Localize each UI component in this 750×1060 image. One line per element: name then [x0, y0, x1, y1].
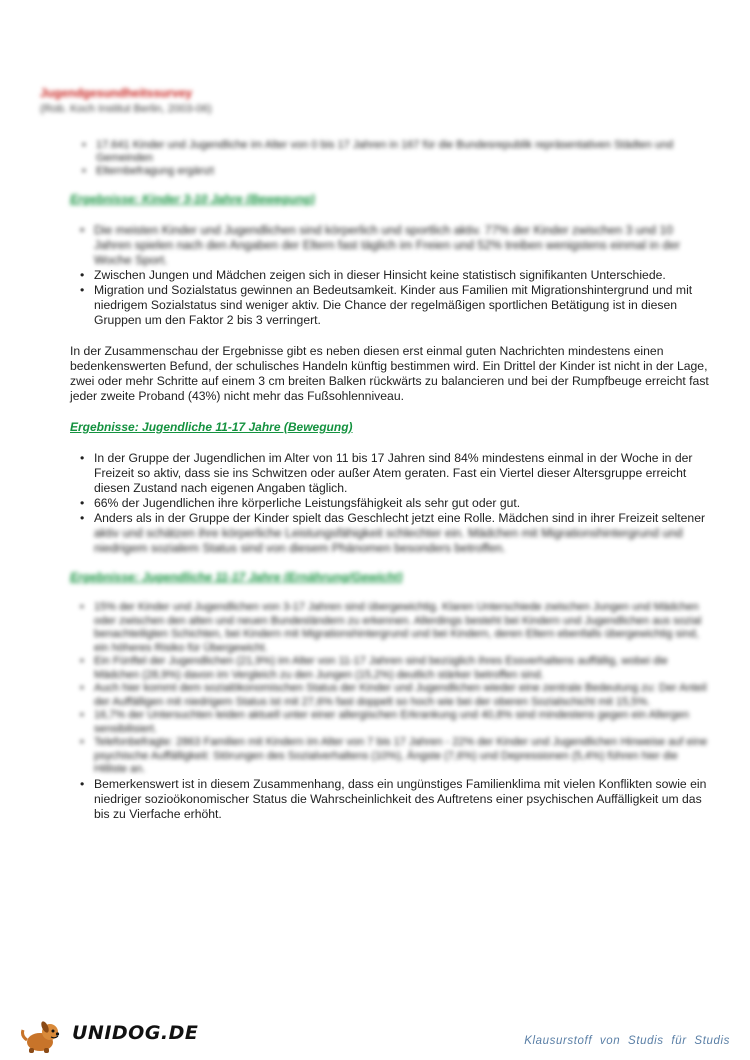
blurred-header — [40, 86, 710, 117]
section2-list — [70, 451, 710, 556]
list-item-text-clear: Anders als in der Gruppe der Kinder spielt das Geschlecht jetzt eine Rolle. Mädchen sind in ihrer Freizeit seltener — [94, 511, 706, 525]
section-heading-jugendliche-bewegung: Ergebnisse: Jugendliche 11-17 Jahre (Bewegung) — [70, 420, 353, 434]
list-item: • Migration und Sozialstatus gewinnen an Bedeutsamkeit. Kinder aus Familien mit Migrationshintergrund und mit niedrigem Sozialstatus sind weniger aktiv. Die Chance der regelmäßigen sportlichen Betätigung ist in diesen Gruppen um den Faktor 2 bis 3 verringert. — [70, 283, 710, 328]
list-item: • 66% der Jugendlichen ihre körperliche Leistungsfähigkeit als sehr gut oder gut. — [70, 496, 710, 511]
intro-list — [72, 139, 710, 178]
section1-list — [70, 223, 710, 328]
section-heading-jugendliche-ernaehrung: Ergebnisse: Jugendliche 11-17 Jahre (Ernährung/Gewicht) — [70, 570, 403, 584]
list-item: • 15% der Kinder und Jugendlichen von 3-17 Jahren sind übergewichtig. Klaren Unterschiede zwischen Jungen und Mädchen oder zwischen den alten und neuen Bundesländern zu erkennen. Allerdings besteht bei Kindern und Jugendlichen aus sozial benachteiligten Schichten, bei Kindern mit Migrationshintergrund und bei Kindern, deren Eltern ebenfalls übergewichtig sind, ein höheres Risiko für Übergewicht. — [70, 601, 710, 655]
list-item: • 17.641 Kinder und Jugendliche im Alter von 0 bis 17 Jahren in 167 für die Bundesrepublik repräsentativen Städten und Gemeinden — [72, 139, 710, 165]
doc-subtitle: (Rob. Koch Institut Berlin, 2003-06) — [40, 103, 212, 115]
list-item: • 16,7% der Untersuchten leiden aktuell unter einer allergischen Erkrankung und 40,8% sind mindestens gegen ein Allergen sensibilisiert. — [70, 709, 710, 736]
list-item: • In der Gruppe der Jugendlichen im Alter von 11 bis 17 Jahren sind 84% mindestens einmal in der Woche in der Freizeit so aktiv, dass sie ins Schwitzen oder außer Atem geraten. Fast ein Viertel dieser Altersgruppe erreicht diesen Zustand nach eigenen Angaben täglich. — [70, 451, 710, 496]
doc-title: Jugendgesundheitssurvey — [40, 86, 193, 100]
dog-mascot-icon — [20, 1020, 70, 1054]
list-item — [70, 511, 710, 556]
document-content — [40, 86, 710, 822]
list-item: • Elternbefragung ergänzt — [72, 165, 710, 178]
section3-list — [70, 601, 710, 822]
footer-tagline: Klausurstoff von Studis für Studis — [524, 1035, 730, 1047]
unidog-logo[interactable] — [20, 1020, 199, 1052]
logo-text: UNIDOG.DE — [72, 1022, 199, 1044]
list-item: • Bemerkenswert ist in diesem Zusammenhang, dass ein ungünstiges Familienklima mit vielen Konflikten sowie ein niedriger sozioökonomischer Status die Wahrscheinlichkeit des Auftretens einer psychischen Auffälligkeit um das bis zu Vierfache erhöht. — [70, 777, 710, 822]
list-item: • Zwischen Jungen und Mädchen zeigen sich in dieser Hinsicht keine statistisch signifikanten Unterschiede. — [70, 268, 710, 283]
list-item: • Telefonbefragte: 2863 Familien mit Kindern im Alter von 7 bis 17 Jahren - 22% der Kinder und Jugendlichen Hinweise auf eine psychische Auffälligkeit: Störungen des Sozialverhaltens (10%), Ängste (7,6%) und Depressionen (5,4%) führen hier die Hitliste an. — [70, 736, 710, 777]
summary-paragraph: In der Zusammenschau der Ergebnisse gibt es neben diesen erst einmal guten Nachrichten mindestens einen bedenkenswerten Befund, der schulisches Handeln künftig bestimmen wird. Ein Drittel der Kinder ist nicht in der Lage, zwei oder mehr Schritte auf einem 3 cm breiten Balken rückwärts zu balancieren und bei der Rumpfbeuge erreicht fast jeder zweite Proband (43%) nicht mehr das Fußsohlenniveau. — [70, 344, 709, 403]
list-item: • Ein Fünftel der Jugendlichen (21,9%) im Alter von 11-17 Jahren sind bezüglich ihres Essverhaltens auffällig, wobei die Mädchen (28,9%) davon im Vergleich zu den Jungen (15,2%) deutlich stärker betroffen sind. — [70, 655, 710, 682]
section-heading-kinder-bewegung: Ergebnisse: Kinder 3-10 Jahre (Bewegung) — [70, 192, 315, 206]
list-item: • Auch hier kommt dem sozialökonomischen Status der Kinder und Jugendlichen wieder eine zentrale Bedeutung zu: Der Anteil der Auffälligen mit niedrigem Status ist mit 27,6% fast doppelt so hoch wie bei der oberen Sozialschicht mit 15,5%. — [70, 682, 710, 709]
list-item-text-blurred: aktiv und schätzen ihre körperliche Leistungsfähigkeit schlechter ein. Mädchen mit Migrationshintergrund und niedrigem sozialem Status sind von diesem Phänomen besonders betroffen. — [94, 526, 683, 555]
list-item: • Die meisten Kinder und Jugendlichen sind körperlich und sportlich aktiv. 77% der Kinder zwischen 3 und 10 Jahren spielen nach den Angaben der Eltern fast täglich im Freien und 52% treiben wenigstens einmal in der Woche Sport. — [70, 223, 710, 268]
